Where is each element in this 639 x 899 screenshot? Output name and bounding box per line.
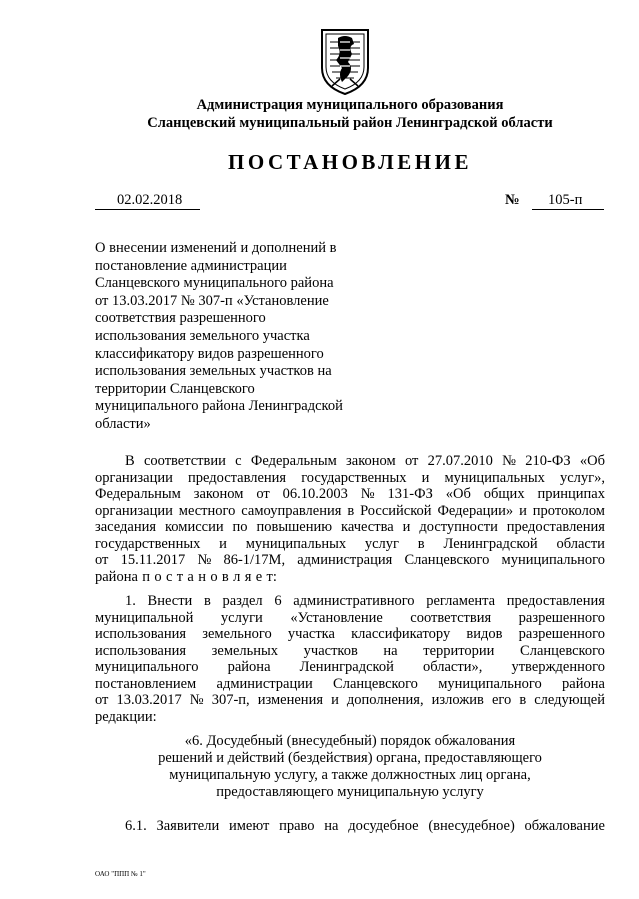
word: от <box>404 453 419 469</box>
word: 06.10.2003 <box>282 486 348 502</box>
word: области», <box>422 659 483 675</box>
word: 15.11.2017 <box>120 552 186 568</box>
word: разрешенного <box>518 609 605 626</box>
date-value: 02.02.2018 <box>117 192 183 208</box>
text-line <box>95 453 605 470</box>
subject-line: О внесении изменений и дополнений в <box>95 240 337 256</box>
word: № <box>360 486 375 502</box>
text-line <box>95 676 605 693</box>
word: Ленинградской <box>299 659 394 675</box>
word: земельного <box>202 626 272 642</box>
word: от <box>256 486 270 502</box>
word: муниципального <box>438 675 542 692</box>
word: услуги <box>220 609 263 626</box>
text-line <box>95 536 605 553</box>
word: организации <box>95 469 173 486</box>
word: и <box>402 519 411 535</box>
word: дополнения, <box>346 692 424 708</box>
word: участка <box>287 626 335 642</box>
word: «Об <box>579 453 605 469</box>
word: с <box>235 453 242 469</box>
word: л <box>233 568 241 585</box>
word: постановлением <box>95 675 197 692</box>
word: е <box>255 568 263 585</box>
date-field <box>95 191 200 210</box>
word: т <box>176 568 184 585</box>
subject-line: Сланцевского муниципального района <box>95 275 334 292</box>
word: использования <box>95 626 187 642</box>
word: принципах <box>537 486 605 502</box>
word: досудебное <box>348 818 419 834</box>
word: 86-1/17М, <box>223 552 286 568</box>
word: в <box>347 502 355 519</box>
word: в <box>221 568 229 585</box>
word: и <box>219 535 227 552</box>
document-title: ПОСТАНОВЛЕНИЕ <box>228 150 472 174</box>
word: местного <box>178 502 236 519</box>
word: т: <box>266 568 277 585</box>
document-subject <box>95 240 365 434</box>
word: муниципального <box>95 659 199 675</box>
word: территории <box>423 642 495 659</box>
heading-line: предоставляющего муниципальную услугу <box>216 784 484 800</box>
word: я <box>244 568 252 585</box>
text-line <box>95 569 605 586</box>
word: по <box>232 519 248 535</box>
printer-mark: ОАО "ППП № 1" <box>95 870 146 878</box>
word: законом <box>193 486 244 502</box>
word: Ленинградской <box>443 535 538 552</box>
text-line <box>95 503 605 520</box>
word: 210-ФЗ <box>525 453 571 469</box>
word: соответствия <box>410 609 492 626</box>
subject-line: использования земельных участков на <box>95 363 332 380</box>
word: имеют <box>228 818 270 834</box>
heading-line: «6. Досудебный (внесудебный) порядок обжалования <box>184 733 516 749</box>
word: 13.03.2017 <box>116 692 182 708</box>
word: предоставления <box>506 519 605 535</box>
word: земельных <box>211 642 279 659</box>
section-6-heading <box>95 733 605 801</box>
text-line <box>95 519 605 536</box>
word: в <box>203 593 211 609</box>
word: доступности <box>419 519 498 535</box>
word: на <box>383 642 398 659</box>
word: № <box>197 552 212 568</box>
word: муниципального <box>501 552 605 568</box>
word: заседания <box>95 519 157 535</box>
subject-line: территории Сланцевского <box>95 380 255 397</box>
subject-line: муниципального района Ленинградской <box>95 398 343 415</box>
word: № <box>502 453 517 469</box>
word: Федерации» <box>437 502 514 519</box>
text-line <box>95 818 605 835</box>
word: раздел <box>222 593 263 609</box>
word: муниципальных <box>444 469 545 486</box>
word: предоставления <box>187 469 287 486</box>
word: от <box>95 692 109 708</box>
text-line <box>95 692 605 709</box>
word: организации <box>95 502 173 519</box>
word: услуг <box>364 535 399 552</box>
word: № <box>189 692 204 708</box>
word: Сланцевского <box>404 552 490 568</box>
word: 307-п, <box>211 692 250 708</box>
word: 6.1. <box>125 818 147 834</box>
administration-line-2: Сланцевский муниципальный район Ленинградской области <box>147 115 553 131</box>
word: регламента <box>426 593 496 609</box>
text-line <box>95 552 605 569</box>
word: 27.07.2010 <box>427 453 493 469</box>
text-line <box>95 593 605 610</box>
number-value: 105-п <box>548 192 583 208</box>
word: комиссии <box>164 519 224 535</box>
word: муниципальной <box>95 609 194 626</box>
word: видов <box>466 626 503 642</box>
paragraph-item-1 <box>95 593 605 725</box>
word: изменения <box>257 692 323 708</box>
word: соответствии <box>143 453 226 469</box>
word: участков <box>303 642 358 659</box>
word: его <box>491 692 512 708</box>
word: на <box>324 818 339 834</box>
subject-line: соответствия разрешенного <box>95 310 266 327</box>
word: Сланцевского <box>520 642 605 659</box>
word: предоставления <box>506 593 605 609</box>
word: редакции: <box>95 708 157 725</box>
text-line <box>95 626 605 643</box>
text-line <box>95 610 605 627</box>
word: «Об <box>445 486 471 502</box>
word: в <box>417 535 425 552</box>
paragraph-6-1 <box>95 818 605 835</box>
heading-line: муниципальную услугу, а также должностных лиц органа, <box>169 767 531 783</box>
text-line <box>95 709 605 726</box>
word: района <box>562 675 605 692</box>
word: разрешенного <box>518 626 605 642</box>
text-line <box>95 486 605 503</box>
subject-line: использования земельного участка <box>95 327 310 344</box>
word: п <box>142 568 151 585</box>
word: обжалование <box>524 818 605 834</box>
word: Российской <box>360 502 432 519</box>
word: и <box>421 469 430 486</box>
word: от <box>95 552 109 568</box>
word: Федеральным <box>250 453 337 469</box>
word: качества <box>341 519 394 535</box>
word: В <box>125 453 135 469</box>
word: (внесудебное) <box>428 818 515 834</box>
subject-line: области» <box>95 415 151 432</box>
number-sign: № <box>505 192 520 208</box>
number-field <box>532 191 604 210</box>
subject-line: постановление администрации <box>95 257 287 274</box>
word: с <box>165 568 173 585</box>
word: 1. <box>125 593 136 609</box>
text-line <box>95 470 605 487</box>
word: классификатору <box>351 626 451 642</box>
word: области <box>556 535 605 552</box>
word: района <box>95 568 138 585</box>
word: 131-ФЗ <box>387 486 433 502</box>
word: следующей <box>534 692 605 708</box>
coat-of-arms-emblem <box>318 24 372 96</box>
paragraph-preamble <box>95 453 605 585</box>
word: н <box>198 568 206 585</box>
word: право <box>279 818 315 834</box>
subject-line: классификатору видов разрешенного <box>95 345 324 362</box>
word: использования <box>95 642 187 659</box>
word: утвержденного <box>511 659 605 675</box>
heading-line: решений и действий (бездействия) органа, предоставляющего <box>158 750 542 766</box>
word: повышению <box>256 519 333 535</box>
word: муниципальных <box>245 535 347 552</box>
word: услуг», <box>559 469 605 486</box>
word: Сланцевского <box>333 675 418 692</box>
word: Федеральным <box>95 486 181 502</box>
word: государственных <box>301 469 407 486</box>
word: а <box>187 568 194 585</box>
word: в <box>519 692 527 708</box>
word: административного <box>293 593 415 609</box>
word: самоуправления <box>241 502 342 519</box>
word: о <box>154 568 162 585</box>
text-line <box>95 659 605 676</box>
word: изложив <box>431 692 484 708</box>
word: района <box>227 659 271 675</box>
subject-line: от 13.03.2017 № 307-п «Установление <box>95 292 329 309</box>
text-line <box>95 643 605 660</box>
word: о <box>210 568 218 585</box>
word: общих <box>483 486 525 502</box>
word: администрации <box>216 675 313 692</box>
word: и <box>519 502 527 519</box>
word: администрация <box>297 552 393 568</box>
word: Внести <box>147 593 193 609</box>
word: законом <box>346 453 396 469</box>
word: протоколом <box>532 502 605 519</box>
word: и <box>331 692 339 708</box>
word: государственных <box>95 535 201 552</box>
word: 6 <box>274 593 282 609</box>
administration-line-1: Администрация муниципального образования <box>196 97 504 113</box>
word: Заявители <box>156 818 220 834</box>
word: «Установление <box>290 609 383 626</box>
